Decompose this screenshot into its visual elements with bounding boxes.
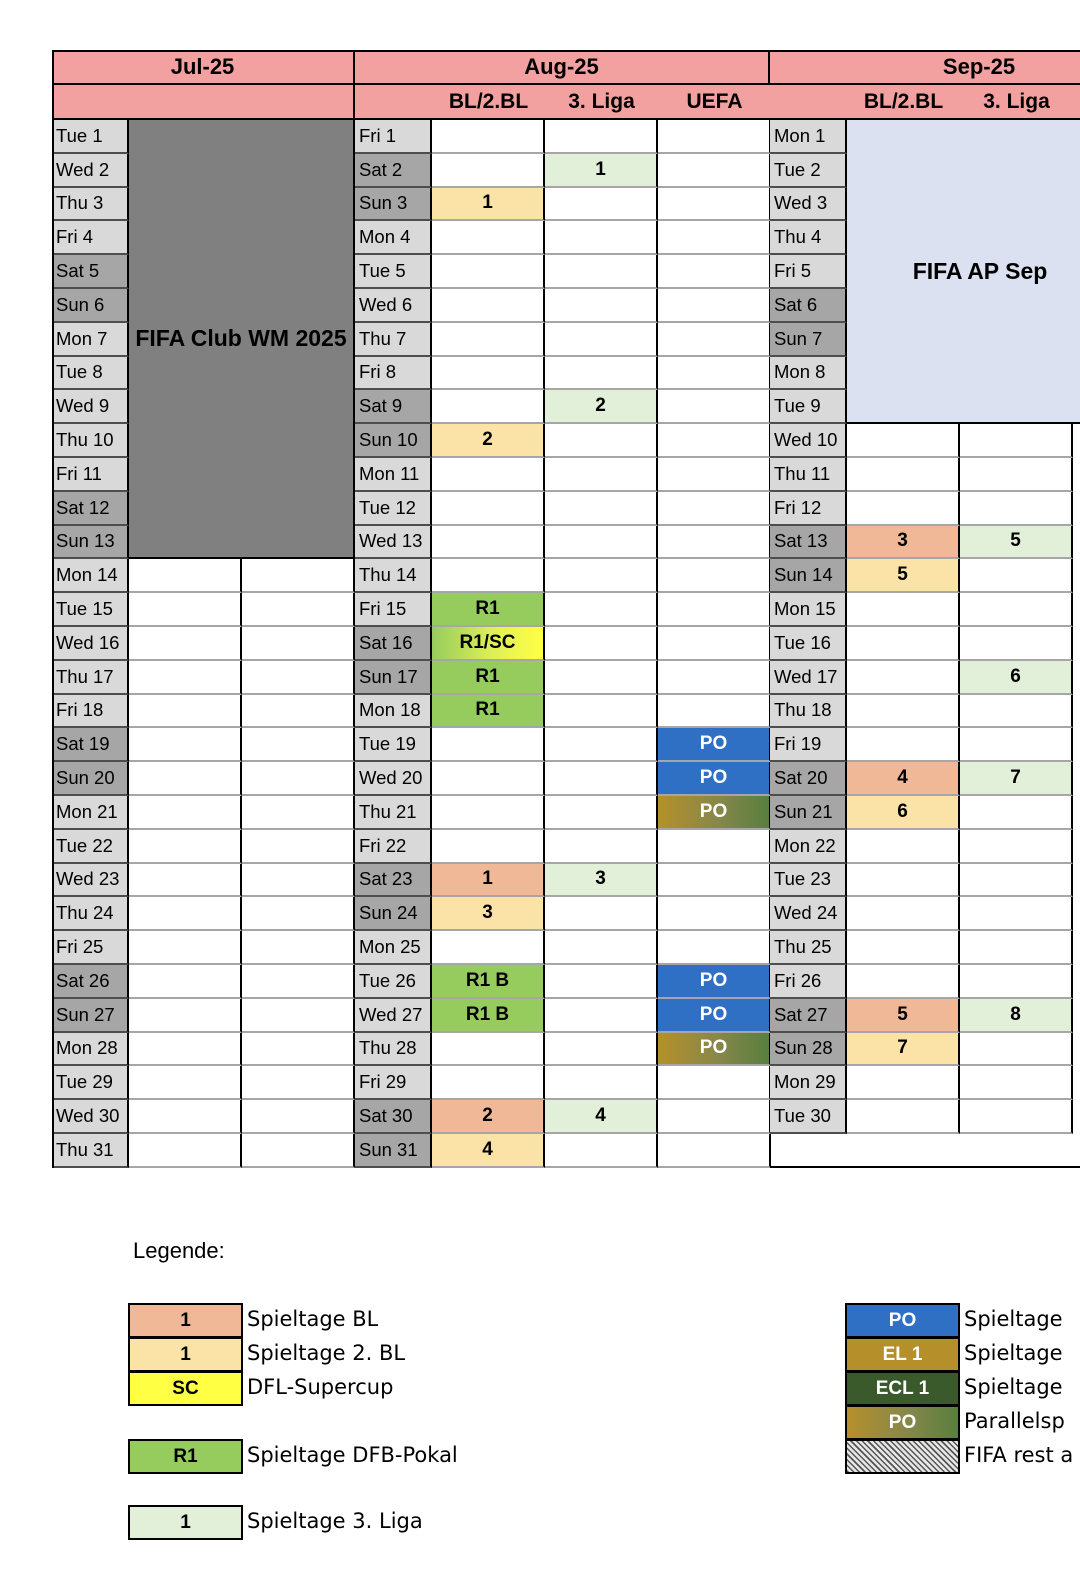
calendar-cell (545, 424, 658, 458)
calendar-cell (847, 830, 960, 864)
season-calendar (52, 50, 1080, 1168)
calendar-cell (545, 762, 658, 796)
match-entry: PO (658, 796, 771, 830)
calendar-cell (129, 864, 242, 898)
match-entry: 8 (960, 999, 1073, 1033)
month-header: Jul-25 (52, 50, 355, 85)
calendar-cell (129, 931, 242, 965)
match-entry: 5 (847, 999, 960, 1033)
calendar-cell (658, 458, 771, 492)
day-label-jul: Thu 24 (52, 897, 129, 931)
day-label-jul: Mon 28 (52, 1033, 129, 1067)
calendar-cell (847, 695, 960, 729)
calendar-cell (960, 1066, 1073, 1100)
match-entry: 6 (960, 661, 1073, 695)
calendar-cell (960, 965, 1073, 999)
calendar-cell (960, 492, 1073, 526)
match-entry: 3 (847, 526, 960, 560)
match-entry: PO (658, 999, 771, 1033)
calendar-cell (242, 1100, 355, 1134)
day-label-sep: Thu 18 (770, 695, 847, 729)
calendar-cell (545, 357, 658, 391)
calendar-cell (129, 1134, 242, 1168)
day-label-jul: Thu 10 (52, 424, 129, 458)
match-entry: 4 (847, 762, 960, 796)
match-entry: R1 B (432, 999, 545, 1033)
calendar-cell (847, 965, 960, 999)
calendar-cell (129, 1033, 242, 1067)
calendar-cell (545, 1033, 658, 1067)
day-label-sep: Thu 25 (770, 931, 847, 965)
day-label-jul: Fri 25 (52, 931, 129, 965)
calendar-cell (658, 323, 771, 357)
calendar-cell (129, 796, 242, 830)
day-label-sep: Sat 6 (770, 289, 847, 323)
calendar-cell (847, 593, 960, 627)
calendar-cell (545, 796, 658, 830)
day-label-sep: Sun 28 (770, 1033, 847, 1067)
match-entry: 7 (960, 762, 1073, 796)
legend-label-right: Spieltage (964, 1375, 1063, 1399)
day-label-sep: Sat 27 (770, 999, 847, 1033)
calendar-cell (545, 627, 658, 661)
calendar-cell (545, 188, 658, 222)
day-label-sep: Fri 26 (770, 965, 847, 999)
calendar-cell (432, 559, 545, 593)
match-entry: 3 (432, 897, 545, 931)
day-label-jul: Thu 3 (52, 188, 129, 222)
day-label-sep: Mon 22 (770, 830, 847, 864)
calendar-cell (960, 559, 1073, 593)
day-label-jul: Sun 20 (52, 762, 129, 796)
legend-label-right: Spieltage (964, 1307, 1063, 1331)
calendar-cell (847, 492, 960, 526)
day-label-sep: Wed 10 (770, 424, 847, 458)
legend-label-left: Spieltage BL (247, 1307, 379, 1331)
column-header: 3. Liga (545, 85, 658, 120)
day-label-aug: Sat 2 (355, 154, 432, 188)
calendar-cell (658, 120, 771, 154)
calendar-cell (545, 1066, 658, 1100)
day-label-jul: Wed 9 (52, 390, 129, 424)
calendar-cell (545, 999, 658, 1033)
day-label-sep: Fri 12 (770, 492, 847, 526)
match-entry: 4 (432, 1134, 545, 1168)
match-entry: R1 (432, 695, 545, 729)
calendar-cell (129, 627, 242, 661)
day-label-jul: Sat 5 (52, 255, 129, 289)
day-label-aug: Mon 11 (355, 458, 432, 492)
legend-swatch-left: 1 (128, 1303, 243, 1338)
match-entry: R1/SC (432, 627, 545, 661)
day-label-aug: Wed 20 (355, 762, 432, 796)
match-entry: 5 (960, 526, 1073, 560)
calendar-cell (129, 559, 242, 593)
calendar-cell (847, 897, 960, 931)
calendar-cell (960, 1033, 1073, 1067)
calendar-cell (242, 695, 355, 729)
day-label-aug: Wed 27 (355, 999, 432, 1033)
match-entry: R1 (432, 661, 545, 695)
day-label-jul: Thu 31 (52, 1134, 129, 1168)
match-entry: 5 (847, 559, 960, 593)
calendar-cell (960, 864, 1073, 898)
day-label-aug: Fri 22 (355, 830, 432, 864)
day-label-sep: Sat 20 (770, 762, 847, 796)
day-label-aug: Tue 19 (355, 728, 432, 762)
calendar-cell (242, 796, 355, 830)
match-entry: 4 (545, 1100, 658, 1134)
day-label-jul: Fri 18 (52, 695, 129, 729)
day-label-jul: Wed 2 (52, 154, 129, 188)
day-label-jul: Mon 14 (52, 559, 129, 593)
match-entry: 1 (432, 864, 545, 898)
day-label-jul: Sat 12 (52, 492, 129, 526)
calendar-cell (960, 830, 1073, 864)
calendar-cell (960, 931, 1073, 965)
calendar-cell (545, 120, 658, 154)
day-label-sep: Wed 24 (770, 897, 847, 931)
calendar-cell (545, 289, 658, 323)
calendar-cell (242, 762, 355, 796)
calendar-cell (847, 458, 960, 492)
legend-swatch-right: EL 1 (845, 1337, 960, 1372)
calendar-cell (658, 492, 771, 526)
calendar-cell (242, 1033, 355, 1067)
calendar-cell (129, 661, 242, 695)
legend-label-left: Spieltage 3. Liga (247, 1509, 423, 1533)
calendar-cell (432, 390, 545, 424)
match-entry: 3 (545, 864, 658, 898)
calendar-cell (432, 492, 545, 526)
day-label-aug: Sat 16 (355, 627, 432, 661)
day-label-jul: Tue 29 (52, 1066, 129, 1100)
match-entry: PO (658, 1033, 771, 1067)
day-label-jul: Wed 23 (52, 864, 129, 898)
match-entry: 2 (432, 1100, 545, 1134)
day-label-sep: Fri 5 (770, 255, 847, 289)
calendar-cell (658, 526, 771, 560)
calendar-cell (960, 424, 1073, 458)
legend-swatch-left: SC (128, 1371, 243, 1406)
day-label-jul: Sun 27 (52, 999, 129, 1033)
day-label-sep: Sun 14 (770, 559, 847, 593)
calendar-cell (545, 965, 658, 999)
calendar-cell (847, 424, 960, 458)
day-label-sep: Wed 3 (770, 188, 847, 222)
day-label-jul: Fri 11 (52, 458, 129, 492)
legend-title: Legende: (133, 1238, 225, 1263)
match-entry: 1 (545, 154, 658, 188)
day-label-aug: Sun 24 (355, 897, 432, 931)
calendar-cell (545, 830, 658, 864)
day-label-aug: Sun 31 (355, 1134, 432, 1168)
calendar-cell (432, 221, 545, 255)
calendar-cell (658, 357, 771, 391)
day-label-aug: Fri 8 (355, 357, 432, 391)
calendar-cell (960, 458, 1073, 492)
calendar-cell (658, 154, 771, 188)
fifa-club-wm-block: FIFA Club WM 2025 (129, 120, 355, 559)
day-label-aug: Fri 29 (355, 1066, 432, 1100)
calendar-cell (432, 458, 545, 492)
day-label-jul: Thu 17 (52, 661, 129, 695)
column-header: BL/2.BL (847, 85, 960, 120)
calendar-cell (432, 255, 545, 289)
calendar-cell (658, 221, 771, 255)
calendar-cell (960, 728, 1073, 762)
calendar-cell (242, 661, 355, 695)
calendar-cell (129, 695, 242, 729)
day-label-aug: Wed 13 (355, 526, 432, 560)
day-label-sep: Sun 21 (770, 796, 847, 830)
day-label-sep: Mon 15 (770, 593, 847, 627)
calendar-cell (242, 965, 355, 999)
calendar-cell (129, 1100, 242, 1134)
day-label-jul: Sat 19 (52, 728, 129, 762)
calendar-cell (658, 289, 771, 323)
calendar-cell (960, 695, 1073, 729)
calendar-cell (545, 1134, 658, 1168)
calendar-cell (242, 1134, 355, 1168)
column-header: BL/2.BL (432, 85, 545, 120)
calendar-cell (545, 323, 658, 357)
day-label-aug: Sat 30 (355, 1100, 432, 1134)
calendar-cell (658, 661, 771, 695)
calendar-cell (847, 1066, 960, 1100)
calendar-cell (545, 255, 658, 289)
calendar-cell (432, 120, 545, 154)
day-label-sep: Sun 7 (770, 323, 847, 357)
day-label-aug: Sun 17 (355, 661, 432, 695)
calendar-cell (658, 830, 771, 864)
day-label-jul: Sun 6 (52, 289, 129, 323)
calendar-cell (432, 796, 545, 830)
day-label-jul: Wed 16 (52, 627, 129, 661)
column-header: UEFA (658, 85, 771, 120)
calendar-cell (242, 897, 355, 931)
legend-label-right: Spieltage (964, 1341, 1063, 1365)
calendar-cell (432, 323, 545, 357)
calendar-cell (242, 999, 355, 1033)
legend-swatch-left: 1 (128, 1337, 243, 1372)
legend-swatch-left: R1 (128, 1439, 243, 1474)
match-entry: R1 B (432, 965, 545, 999)
day-label-jul: Tue 1 (52, 120, 129, 154)
legend-swatch-right: PO (845, 1405, 960, 1440)
day-label-aug: Tue 26 (355, 965, 432, 999)
day-label-sep: Fri 19 (770, 728, 847, 762)
day-label-sep: Tue 16 (770, 627, 847, 661)
calendar-cell (432, 357, 545, 391)
calendar-cell (847, 728, 960, 762)
match-entry: PO (658, 965, 771, 999)
calendar-cell (847, 661, 960, 695)
legend-label-left: Spieltage 2. BL (247, 1341, 406, 1365)
calendar-cell (545, 559, 658, 593)
match-entry: R1 (432, 593, 545, 627)
day-label-aug: Tue 5 (355, 255, 432, 289)
match-entry: 2 (545, 390, 658, 424)
day-label-sep: Thu 11 (770, 458, 847, 492)
calendar-cell (545, 492, 658, 526)
calendar-cell (960, 1100, 1073, 1134)
calendar-cell (658, 559, 771, 593)
match-entry: 1 (432, 188, 545, 222)
day-label-sep: Mon 1 (770, 120, 847, 154)
calendar-cell (129, 728, 242, 762)
day-label-sep: Mon 8 (770, 357, 847, 391)
sep-bottom-border (770, 1166, 1080, 1168)
day-label-aug: Sun 3 (355, 188, 432, 222)
day-label-aug: Fri 1 (355, 120, 432, 154)
day-label-jul: Tue 15 (52, 593, 129, 627)
calendar-cell (129, 762, 242, 796)
calendar-cell (847, 931, 960, 965)
calendar-cell (242, 627, 355, 661)
day-label-aug: Sun 10 (355, 424, 432, 458)
legend-swatch-right: PO (845, 1303, 960, 1338)
calendar-cell (432, 1033, 545, 1067)
calendar-cell (129, 593, 242, 627)
match-entry: 7 (847, 1033, 960, 1067)
calendar-cell (658, 255, 771, 289)
calendar-cell (658, 897, 771, 931)
calendar-cell (658, 931, 771, 965)
calendar-cell (545, 526, 658, 560)
column-header: 3. Liga (960, 85, 1073, 120)
day-label-aug: Thu 28 (355, 1033, 432, 1067)
legend-label-left: Spieltage DFB-Pokal (247, 1443, 458, 1467)
legend-swatch-right (845, 1439, 960, 1474)
day-label-jul: Fri 4 (52, 221, 129, 255)
calendar-cell (129, 830, 242, 864)
calendar-cell (658, 424, 771, 458)
day-label-aug: Thu 21 (355, 796, 432, 830)
day-label-aug: Sat 23 (355, 864, 432, 898)
calendar-cell (545, 897, 658, 931)
day-label-sep: Mon 29 (770, 1066, 847, 1100)
calendar-cell (545, 593, 658, 627)
calendar-cell (432, 1066, 545, 1100)
calendar-cell (242, 593, 355, 627)
day-label-sep: Tue 30 (770, 1100, 847, 1134)
calendar-cell (242, 864, 355, 898)
match-entry: 6 (847, 796, 960, 830)
calendar-cell (432, 931, 545, 965)
month-header: Aug-25 (355, 50, 770, 85)
day-label-aug: Mon 18 (355, 695, 432, 729)
calendar-cell (658, 1100, 771, 1134)
calendar-cell (432, 830, 545, 864)
calendar-cell (432, 289, 545, 323)
calendar-cell (960, 796, 1073, 830)
calendar-cell (129, 1066, 242, 1100)
calendar-cell (432, 154, 545, 188)
calendar-cell (658, 627, 771, 661)
calendar-cell (432, 762, 545, 796)
day-label-jul: Sun 13 (52, 526, 129, 560)
calendar-cell (847, 627, 960, 661)
calendar-cell (545, 695, 658, 729)
match-entry: 2 (432, 424, 545, 458)
day-label-aug: Wed 6 (355, 289, 432, 323)
day-label-aug: Tue 12 (355, 492, 432, 526)
calendar-cell (658, 390, 771, 424)
day-label-jul: Mon 21 (52, 796, 129, 830)
calendar-cell (545, 458, 658, 492)
month-header: Sep-25 (770, 50, 1080, 85)
calendar-cell (658, 593, 771, 627)
calendar-cell (129, 897, 242, 931)
day-label-jul: Sat 26 (52, 965, 129, 999)
calendar-cell (658, 1134, 771, 1168)
calendar-cell (242, 1066, 355, 1100)
calendar-cell (658, 1066, 771, 1100)
day-label-jul: Tue 8 (52, 357, 129, 391)
calendar-cell (432, 526, 545, 560)
day-label-sep: Thu 4 (770, 221, 847, 255)
calendar-cell (545, 661, 658, 695)
legend-label-left: DFL-Supercup (247, 1375, 394, 1399)
day-label-sep: Tue 23 (770, 864, 847, 898)
subheader-row (52, 85, 355, 120)
calendar-cell (658, 864, 771, 898)
day-label-jul: Wed 30 (52, 1100, 129, 1134)
day-label-jul: Mon 7 (52, 323, 129, 357)
fifa-ap-block: FIFA AP Sep (847, 120, 1080, 424)
day-label-sep: Tue 9 (770, 390, 847, 424)
calendar-cell (242, 830, 355, 864)
calendar-cell (432, 728, 545, 762)
day-label-aug: Fri 15 (355, 593, 432, 627)
legend-label-right: Parallelsp (964, 1409, 1065, 1433)
legend-swatch-left: 1 (128, 1505, 243, 1540)
day-label-aug: Mon 4 (355, 221, 432, 255)
calendar-cell (129, 999, 242, 1033)
calendar-cell (847, 864, 960, 898)
day-label-aug: Thu 7 (355, 323, 432, 357)
day-label-sep: Sat 13 (770, 526, 847, 560)
legend-swatch-right: ECL 1 (845, 1371, 960, 1406)
calendar-cell (242, 728, 355, 762)
day-label-sep: Tue 2 (770, 154, 847, 188)
day-label-sep: Wed 17 (770, 661, 847, 695)
calendar-cell (129, 965, 242, 999)
calendar-cell (242, 931, 355, 965)
calendar-cell (847, 1100, 960, 1134)
calendar-cell (960, 897, 1073, 931)
calendar-cell (242, 559, 355, 593)
match-entry: PO (658, 728, 771, 762)
day-label-aug: Sat 9 (355, 390, 432, 424)
calendar-cell (545, 931, 658, 965)
day-label-jul: Tue 22 (52, 830, 129, 864)
match-entry: PO (658, 762, 771, 796)
legend-label-right: FIFA rest a (964, 1443, 1074, 1467)
calendar-cell (545, 728, 658, 762)
day-label-aug: Thu 14 (355, 559, 432, 593)
calendar-cell (545, 221, 658, 255)
calendar-cell (658, 188, 771, 222)
calendar-cell (960, 593, 1073, 627)
calendar-cell (658, 695, 771, 729)
day-label-aug: Mon 25 (355, 931, 432, 965)
calendar-cell (960, 627, 1073, 661)
